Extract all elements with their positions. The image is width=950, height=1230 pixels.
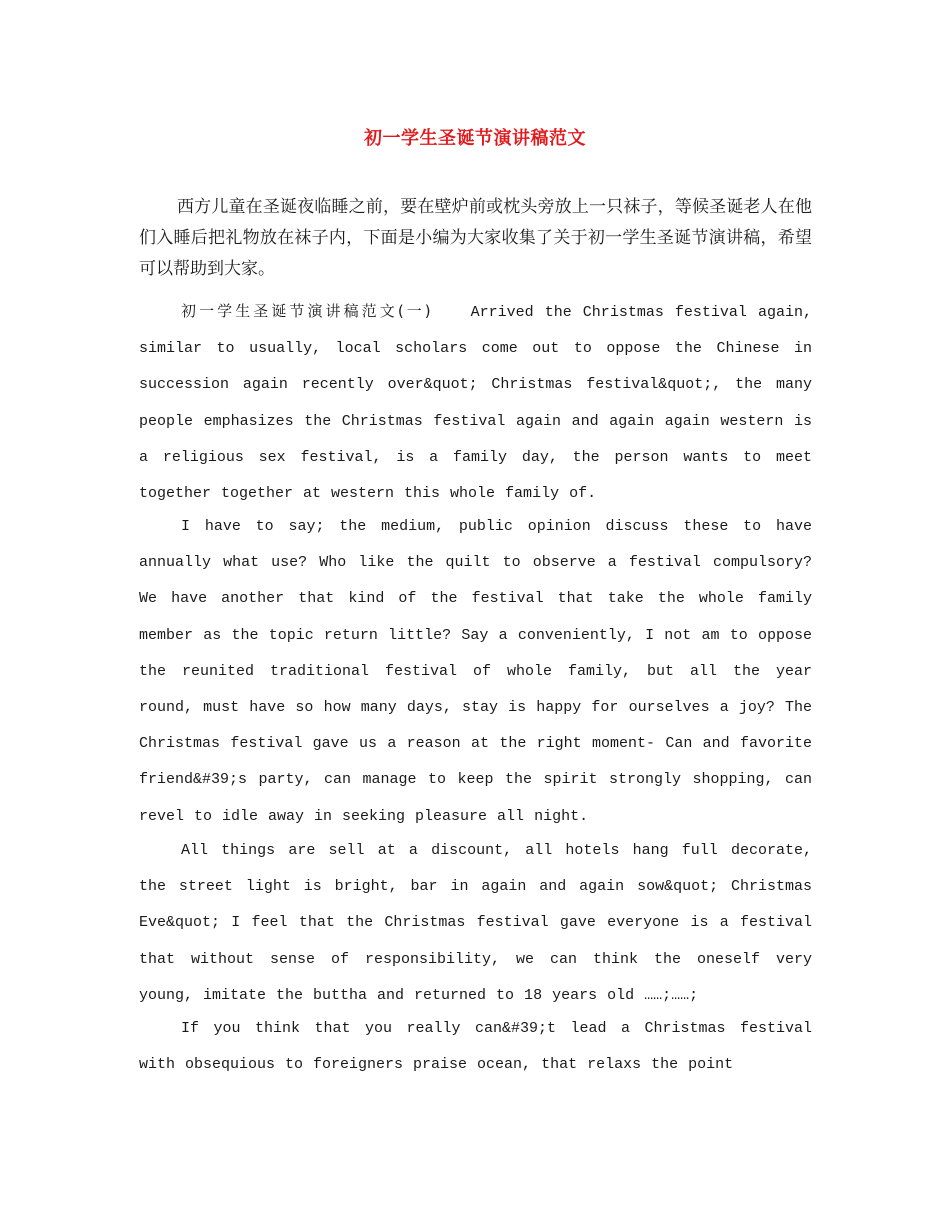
intro-paragraph: 西方儿童在圣诞夜临睡之前，要在壁炉前或枕头旁放上一只袜子，等候圣诞老人在他们入睡后把礼物放在袜子内，下面是小编为大家收集了关于初一学生圣诞节演讲稿，希望可以帮助到大家。: [139, 197, 812, 279]
body-paragraph-3: All things are sell at a discount, all hotels hang full decorate, the street light is bright, bar in again and again sow&quot; Christmas Eve&quot; I feel that the Christmas festival gave everyone is a festival that without sense of responsibility, we can think the oneself very young, imitate the buttha and returned to 18 years old ……;……;: [139, 842, 812, 1004]
document-title: 初一学生圣诞节演讲稿范文: [364, 128, 586, 149]
paragraph-1-text: Arrived the Christmas festival again, similar to usually, local scholars come out to oppose the Chinese in succession again recently over&quot; Christmas festival&quot;, the many people emphasizes the Christmas festival again and again again western is a religious sex festival, is a family day, the person wants to meet together together at western this whole family of.: [139, 304, 812, 503]
body-paragraph-4: If you think that you really can&#39;t lead a Christmas festival with obsequious to foreigners praise ocean, that relaxs the point: [139, 1020, 812, 1074]
section-heading: 初一学生圣诞节演讲稿范文(一): [181, 302, 433, 320]
body-paragraph-1: [139, 293, 812, 512]
body-paragraph-2: I have to say; the medium, public opinion discuss these to have annually what use? Who like the quilt to observe a festival compulsory? We have another that kind of the festival that take the whole family member as the topic return little? Say a conveniently, I not am to oppose the reunited traditional festival of whole family, but all the year round, must have so how many days, stay is happy for ourselves a joy? The Christmas festival gave us a reason at the right moment- Can and favorite friend&#39;s party, can manage to keep the spirit strongly shopping, can revel to idle away in seeking pleasure all night.: [139, 518, 812, 825]
